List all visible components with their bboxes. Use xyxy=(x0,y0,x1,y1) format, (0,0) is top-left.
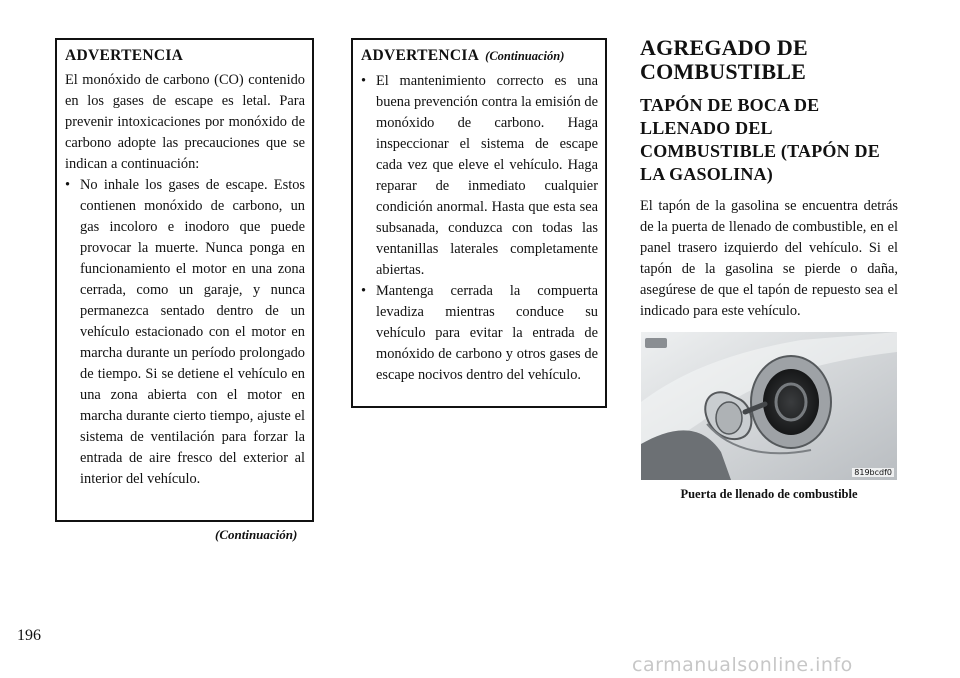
warning-bullet xyxy=(361,281,598,386)
bullet-text: El mantenimiento correcto es una buena prevención contra la emisión de monóxido de carbono. Haga inspeccionar el sistema de escape cada vez que eleve el vehículo. Haga reparar de inmediato cualquier condición anormal. Hasta que esta sea subsanada, conduzca con todas las ventanillas laterales completamente abiertas. xyxy=(376,73,598,278)
warning-bullet xyxy=(361,71,598,281)
figure-caption: Puerta de llenado de combustible xyxy=(680,487,858,501)
warning-title xyxy=(361,46,598,66)
continued-tag: (Continuación) xyxy=(485,49,565,63)
warning-box-carbon-monoxide xyxy=(55,38,314,522)
watermark: carmanualsonline.info xyxy=(632,654,853,676)
bullet-icon: • xyxy=(361,283,367,299)
page-number: 196 xyxy=(17,627,41,644)
bullet-icon: • xyxy=(65,177,71,193)
bullet-icon: • xyxy=(361,73,367,89)
fuel-section xyxy=(640,36,898,322)
warning-bullet-list xyxy=(361,71,598,386)
section-heading: AGREGADO DE COMBUSTIBLE xyxy=(640,35,808,84)
warning-box-continued xyxy=(351,38,607,408)
bullet-text: No inhale los gases de escape. Estos contienen monóxido de carbono, un gas incoloro e inodoro que puede provocar la muerte. Nunca ponga en funcionamiento el motor en una zona cerrada, como un garaje, y nunca permanezca sentado dentro de un vehículo estacionado con el motor en marcha durante un período prolongado de tiempo. Si se detiene el vehículo en una zona abierta con el motor en marcha durante cierto tiempo, ajuste el sistema de ventilación para forzar la entrada de aire fresco del exterior al interior del vehículo. xyxy=(80,177,305,487)
figure-id-label: 819bcdf0 xyxy=(854,468,892,477)
section-subheading: TAPÓN DE BOCA DE LLENADO DEL COMBUSTIBLE (TAPÓN DE LA GASOLINA) xyxy=(640,95,880,184)
warning-intro: El monóxido de carbono (CO) contenido en los gases de escape es letal. Para prevenir intoxicaciones por monóxido de carbono adopte las precauciones que se indican a continuación: xyxy=(65,72,305,172)
bullet-text: Mantenga cerrada la compuerta levadiza mientras conduce su vehículo para evitar la entrada de monóxido de carbono y otros gases de escape nocivos dentro del vehículo. xyxy=(376,283,598,383)
continued-label: (Continuación) xyxy=(215,527,298,542)
fuel-door-illustration xyxy=(641,332,897,480)
warning-bullet-list xyxy=(65,175,305,490)
warning-title-text: ADVERTENCIA xyxy=(361,47,480,64)
fuel-door-figure xyxy=(641,332,897,480)
warning-title: ADVERTENCIA xyxy=(65,47,184,64)
section-paragraph: El tapón de la gasolina se encuentra detrás de la puerta de llenado de combustible, en el panel trasero izquierdo del vehículo. Si el tapón de la gasolina se pierde o daña, asegúrese de que el tapón de repuesto sea el indicado para este vehículo. xyxy=(640,198,898,319)
warning-bullet xyxy=(65,175,305,490)
